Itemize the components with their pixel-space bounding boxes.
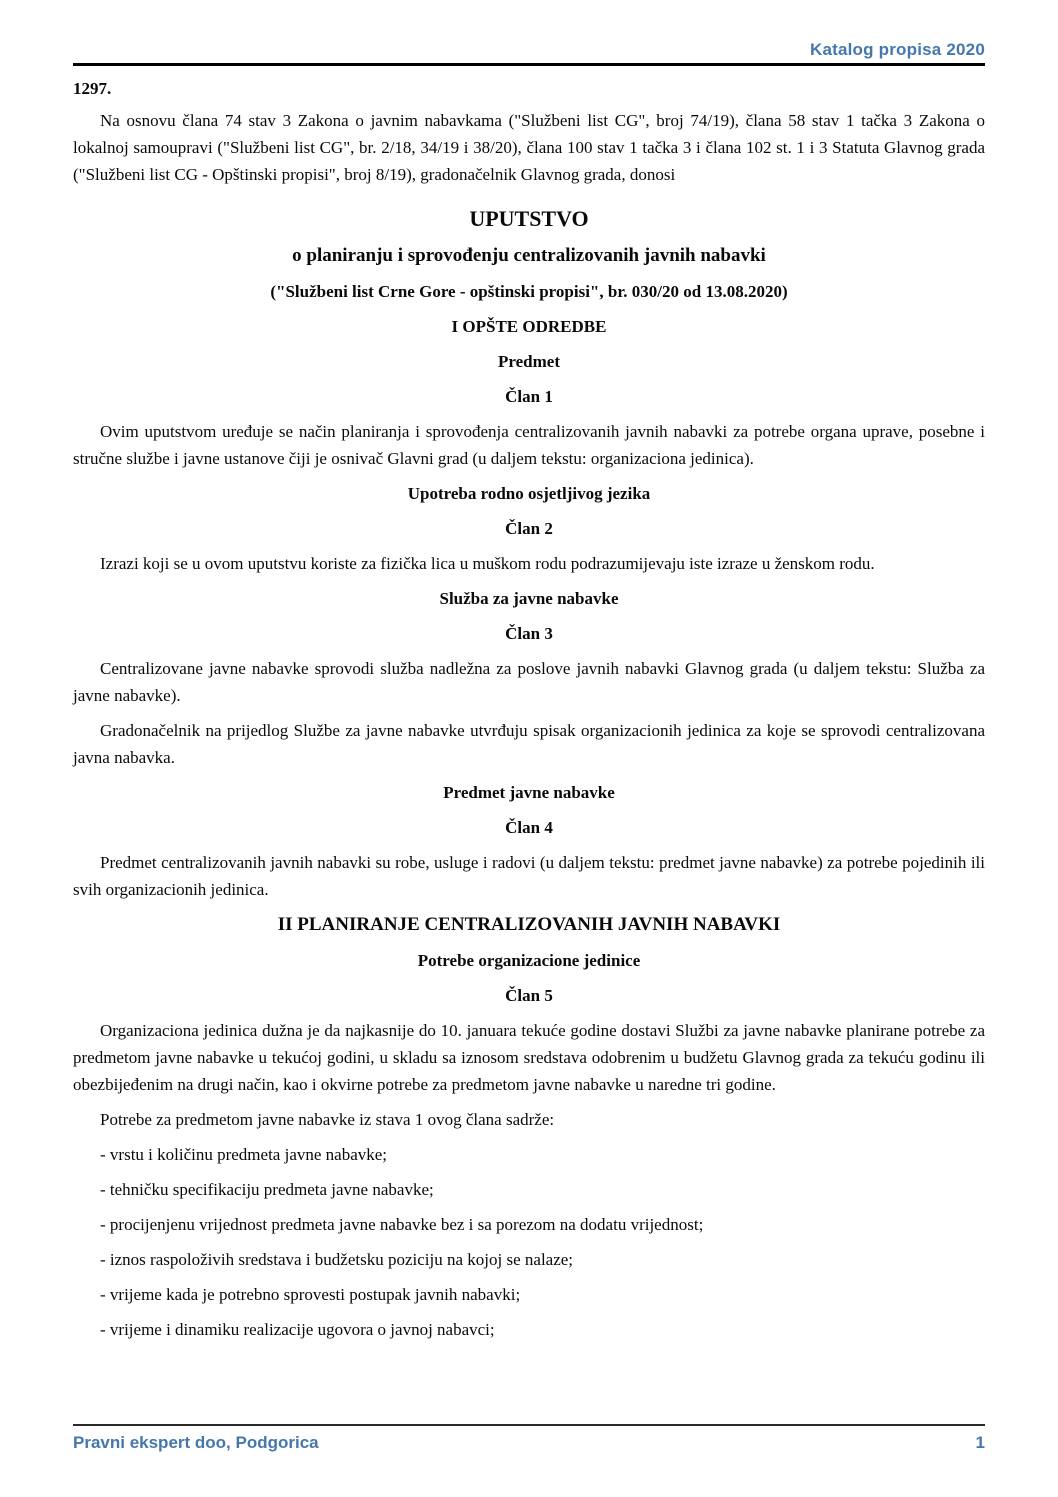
article-3-paragraph-2: Gradonačelnik na prijedlog Službe za javne nabavke utvrđuju spisak organizacionih jedinica za koje se sprovodi centralizovana javna nabavka. bbox=[73, 721, 985, 767]
footer-page-number: 1 bbox=[975, 1433, 985, 1452]
article-4-heading: Član 4 bbox=[505, 818, 553, 837]
section-predmet-javne-nabavke bbox=[73, 779, 985, 903]
list-item: - iznos raspoloživih sredstava i budžetsku poziciju na kojoj se nalaze; bbox=[100, 1250, 574, 1269]
item-number: 1297. bbox=[73, 79, 112, 98]
article-2-heading: Član 2 bbox=[505, 519, 553, 538]
list-item: - vrijeme i dinamiku realizacije ugovora o javnoj nabavci; bbox=[100, 1320, 495, 1339]
article-2-paragraph: Izrazi koji se u ovom uputstvu koriste za fizička lica u muškom rodu podrazumijevaju iste izraze u ženskom rodu. bbox=[100, 554, 875, 573]
preamble-paragraph: Na osnovu člana 74 stav 3 Zakona o javnim nabavkama ("Službeni list CG", broj 74/19), člana 58 stav 1 tačka 3 Zakona o lokalnoj samoupravi ("Službeni list CG", br. 2/18, 34/19 i 38/20), člana 100 stav 1 tačka 3 i člana 102 st. 1 i 3 Statuta Glavnog grada ("Službeni list CG - Opštinski propisi", broj 8/19), gradonačelnik Glavnog grada, donosi bbox=[73, 111, 985, 184]
header-title: Katalog propisa 2020 bbox=[809, 40, 985, 59]
article-5-paragraph-2: Potrebe za predmetom javne nabavke iz stava 1 ovog člana sadrže: bbox=[100, 1110, 555, 1129]
section-heading: Upotreba rodno osjetljivog jezika bbox=[407, 484, 651, 503]
page-footer bbox=[73, 1424, 985, 1453]
section-potrebe-organizacione-jedinice bbox=[73, 947, 985, 1343]
page-header bbox=[73, 40, 985, 66]
document-title: UPUTSTVO bbox=[469, 206, 589, 231]
footer-publisher: Pravni ekspert doo, Podgorica bbox=[73, 1433, 319, 1452]
chapter-2-heading: II PLANIRANJE CENTRALIZOVANIH JAVNIH NABAVKI bbox=[277, 914, 781, 935]
article-5-paragraph-1: Organizaciona jedinica dužna je da najkasnije do 10. januara tekuće godine dostavi Službi za javne nabavke planirane potrebe za predmetom javne nabavke u tekućoj godini, u skladu sa iznosom sredstava odobrenim u budžetu Glavnog grada za tekuću godinu ili obezbijeđenim na drugi način, kao i okvirne potrebe za predmetom javne nabavke u naredne tri godine. bbox=[73, 1021, 985, 1094]
section-heading: Predmet javne nabavke bbox=[443, 783, 615, 802]
list-item: - vrijeme kada je potrebno sprovesti postupak javnih nabavki; bbox=[100, 1285, 521, 1304]
list-item: - tehničku specifikaciju predmeta javne nabavke; bbox=[100, 1180, 434, 1199]
section-sluzba-za-javne-nabavke bbox=[73, 585, 985, 771]
article-1-heading: Član 1 bbox=[505, 387, 553, 406]
article-3-paragraph-1: Centralizovane javne nabavke sprovodi služba nadležna za poslove javnih nabavki Glavnog grada (u daljem tekstu: Služba za javne nabavke). bbox=[73, 659, 985, 705]
list-item: - vrstu i količinu predmeta javne nabavke; bbox=[100, 1145, 388, 1164]
article-3-heading: Član 3 bbox=[505, 624, 553, 643]
gazette-reference: ("Službeni list Crne Gore - opštinski propisi", br. 030/20 od 13.08.2020) bbox=[270, 282, 788, 301]
document-subtitle: o planiranju i sprovođenju centralizovanih javnih nabavki bbox=[292, 245, 766, 266]
chapter-1-heading: I OPŠTE ODREDBE bbox=[451, 317, 607, 336]
article-4-paragraph: Predmet centralizovanih javnih nabavki su robe, usluge i radovi (u daljem tekstu: predmet javne nabavke) za potrebe pojedinih ili svih organizacionih jedinica. bbox=[73, 853, 985, 899]
article-5-heading: Član 5 bbox=[505, 986, 553, 1005]
section-rodno-osjetljiv-jezik bbox=[73, 480, 985, 577]
section-heading: Potrebe organizacione jedinice bbox=[417, 951, 641, 970]
section-heading: Predmet bbox=[498, 352, 560, 371]
section-heading: Služba za javne nabavke bbox=[439, 589, 619, 608]
list-item: - procijenjenu vrijednost predmeta javne nabavke bez i sa porezom na dodatu vrijednost; bbox=[100, 1215, 704, 1234]
document-body bbox=[73, 79, 985, 1343]
section-predmet bbox=[73, 348, 985, 472]
article-1-paragraph: Ovim uputstvom uređuje se način planiranja i sprovođenja centralizovanih javnih nabavki za potrebe organa uprave, posebne i stručne službe i javne ustanove čiji je osnivač Glavni grad (u daljem tekstu: organizaciona jedinica). bbox=[73, 422, 985, 468]
